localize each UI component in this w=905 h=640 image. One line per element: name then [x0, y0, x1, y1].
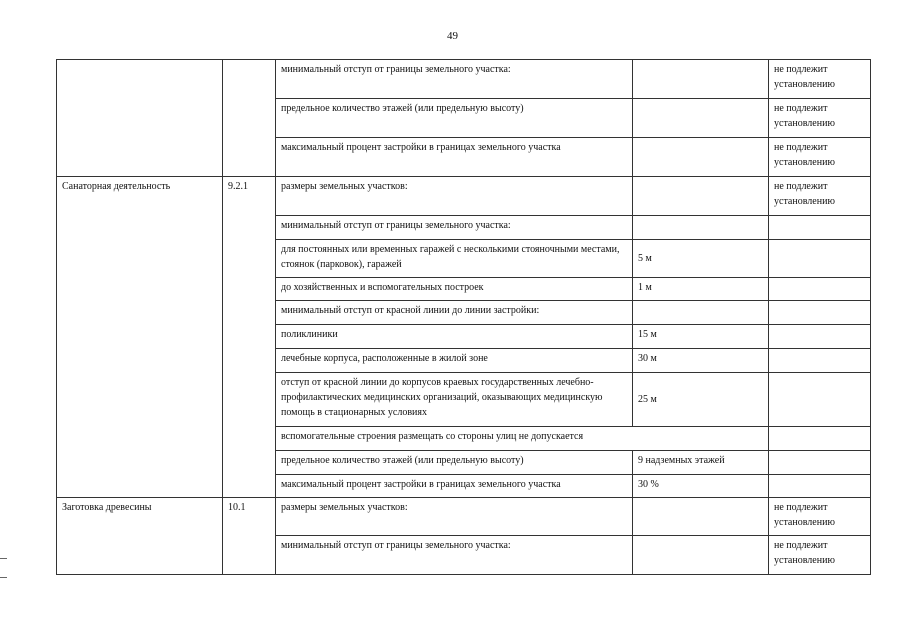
table-row	[57, 60, 871, 99]
parameter-cell: минимальный отступ от границы земельного участка:	[276, 60, 633, 99]
regulations-table	[56, 59, 871, 575]
note-cell: не подлежит установлению	[769, 498, 871, 536]
parameter-cell: до хозяйственных и вспомогательных построек	[276, 278, 633, 301]
note-cell	[769, 451, 871, 475]
note-cell	[769, 301, 871, 325]
value-cell	[633, 216, 769, 240]
note-cell: не подлежит установлению	[769, 138, 871, 177]
parameter-cell: отступ от красной линии до корпусов краевых государственных лечебно-профилактических медицинских организаций, оказывающих медицинскую помощь в стационарных условиях	[276, 373, 633, 427]
note-cell	[769, 325, 871, 349]
parameter-cell: максимальный процент застройки в границах земельного участка	[276, 138, 633, 177]
note-cell: не подлежит установлению	[769, 177, 871, 216]
value-cell	[633, 536, 769, 575]
value-cell: 25 м	[633, 373, 769, 427]
value-cell: 30 %	[633, 475, 769, 498]
parameter-cell: минимальный отступ от границы земельного участка:	[276, 216, 633, 240]
note-cell	[769, 427, 871, 451]
note-cell: не подлежит установлению	[769, 536, 871, 575]
note-cell	[769, 349, 871, 373]
margin-tick-mark	[0, 577, 7, 578]
parameter-cell: лечебные корпуса, расположенные в жилой зоне	[276, 349, 633, 373]
parameter-cell: размеры земельных участков:	[276, 177, 633, 216]
value-cell	[633, 177, 769, 216]
value-cell: 9 надземных этажей	[633, 451, 769, 475]
value-cell	[633, 60, 769, 99]
parameter-cell: вспомогательные строения размещать со стороны улиц не допускается	[276, 427, 769, 451]
table-row	[57, 498, 871, 536]
table-row	[57, 177, 871, 216]
note-cell	[769, 216, 871, 240]
note-cell	[769, 475, 871, 498]
value-cell: 1 м	[633, 278, 769, 301]
use-type-cell: Санаторная деятельность	[57, 177, 223, 498]
note-cell: не подлежит установлению	[769, 99, 871, 138]
value-cell: 5 м	[633, 240, 769, 278]
use-code-cell	[223, 60, 276, 177]
value-cell	[633, 138, 769, 177]
parameter-cell: размеры земельных участков:	[276, 498, 633, 536]
note-cell: не подлежит установлению	[769, 60, 871, 99]
parameter-cell: минимальный отступ от границы земельного участка:	[276, 536, 633, 575]
value-cell	[633, 498, 769, 536]
value-cell: 30 м	[633, 349, 769, 373]
value-cell	[633, 301, 769, 325]
parameter-cell: для постоянных или временных гаражей с несколькими стояночными местами, стоянок (парковок), гаражей	[276, 240, 633, 278]
value-cell: 15 м	[633, 325, 769, 349]
value-cell	[633, 99, 769, 138]
margin-tick-mark	[0, 558, 7, 559]
parameter-cell: предельное количество этажей (или предельную высоту)	[276, 451, 633, 475]
use-code-cell: 9.2.1	[223, 177, 276, 498]
use-code-cell: 10.1	[223, 498, 276, 575]
page-number: 49	[447, 30, 458, 42]
note-cell	[769, 240, 871, 278]
parameter-cell: максимальный процент застройки в границах земельного участка	[276, 475, 633, 498]
use-type-cell	[57, 60, 223, 177]
note-cell	[769, 373, 871, 427]
parameter-cell: предельное количество этажей (или предельную высоту)	[276, 99, 633, 138]
use-type-cell: Заготовка древесины	[57, 498, 223, 575]
note-cell	[769, 278, 871, 301]
parameter-cell: поликлиники	[276, 325, 633, 349]
parameter-cell: минимальный отступ от красной линии до линии застройки:	[276, 301, 633, 325]
